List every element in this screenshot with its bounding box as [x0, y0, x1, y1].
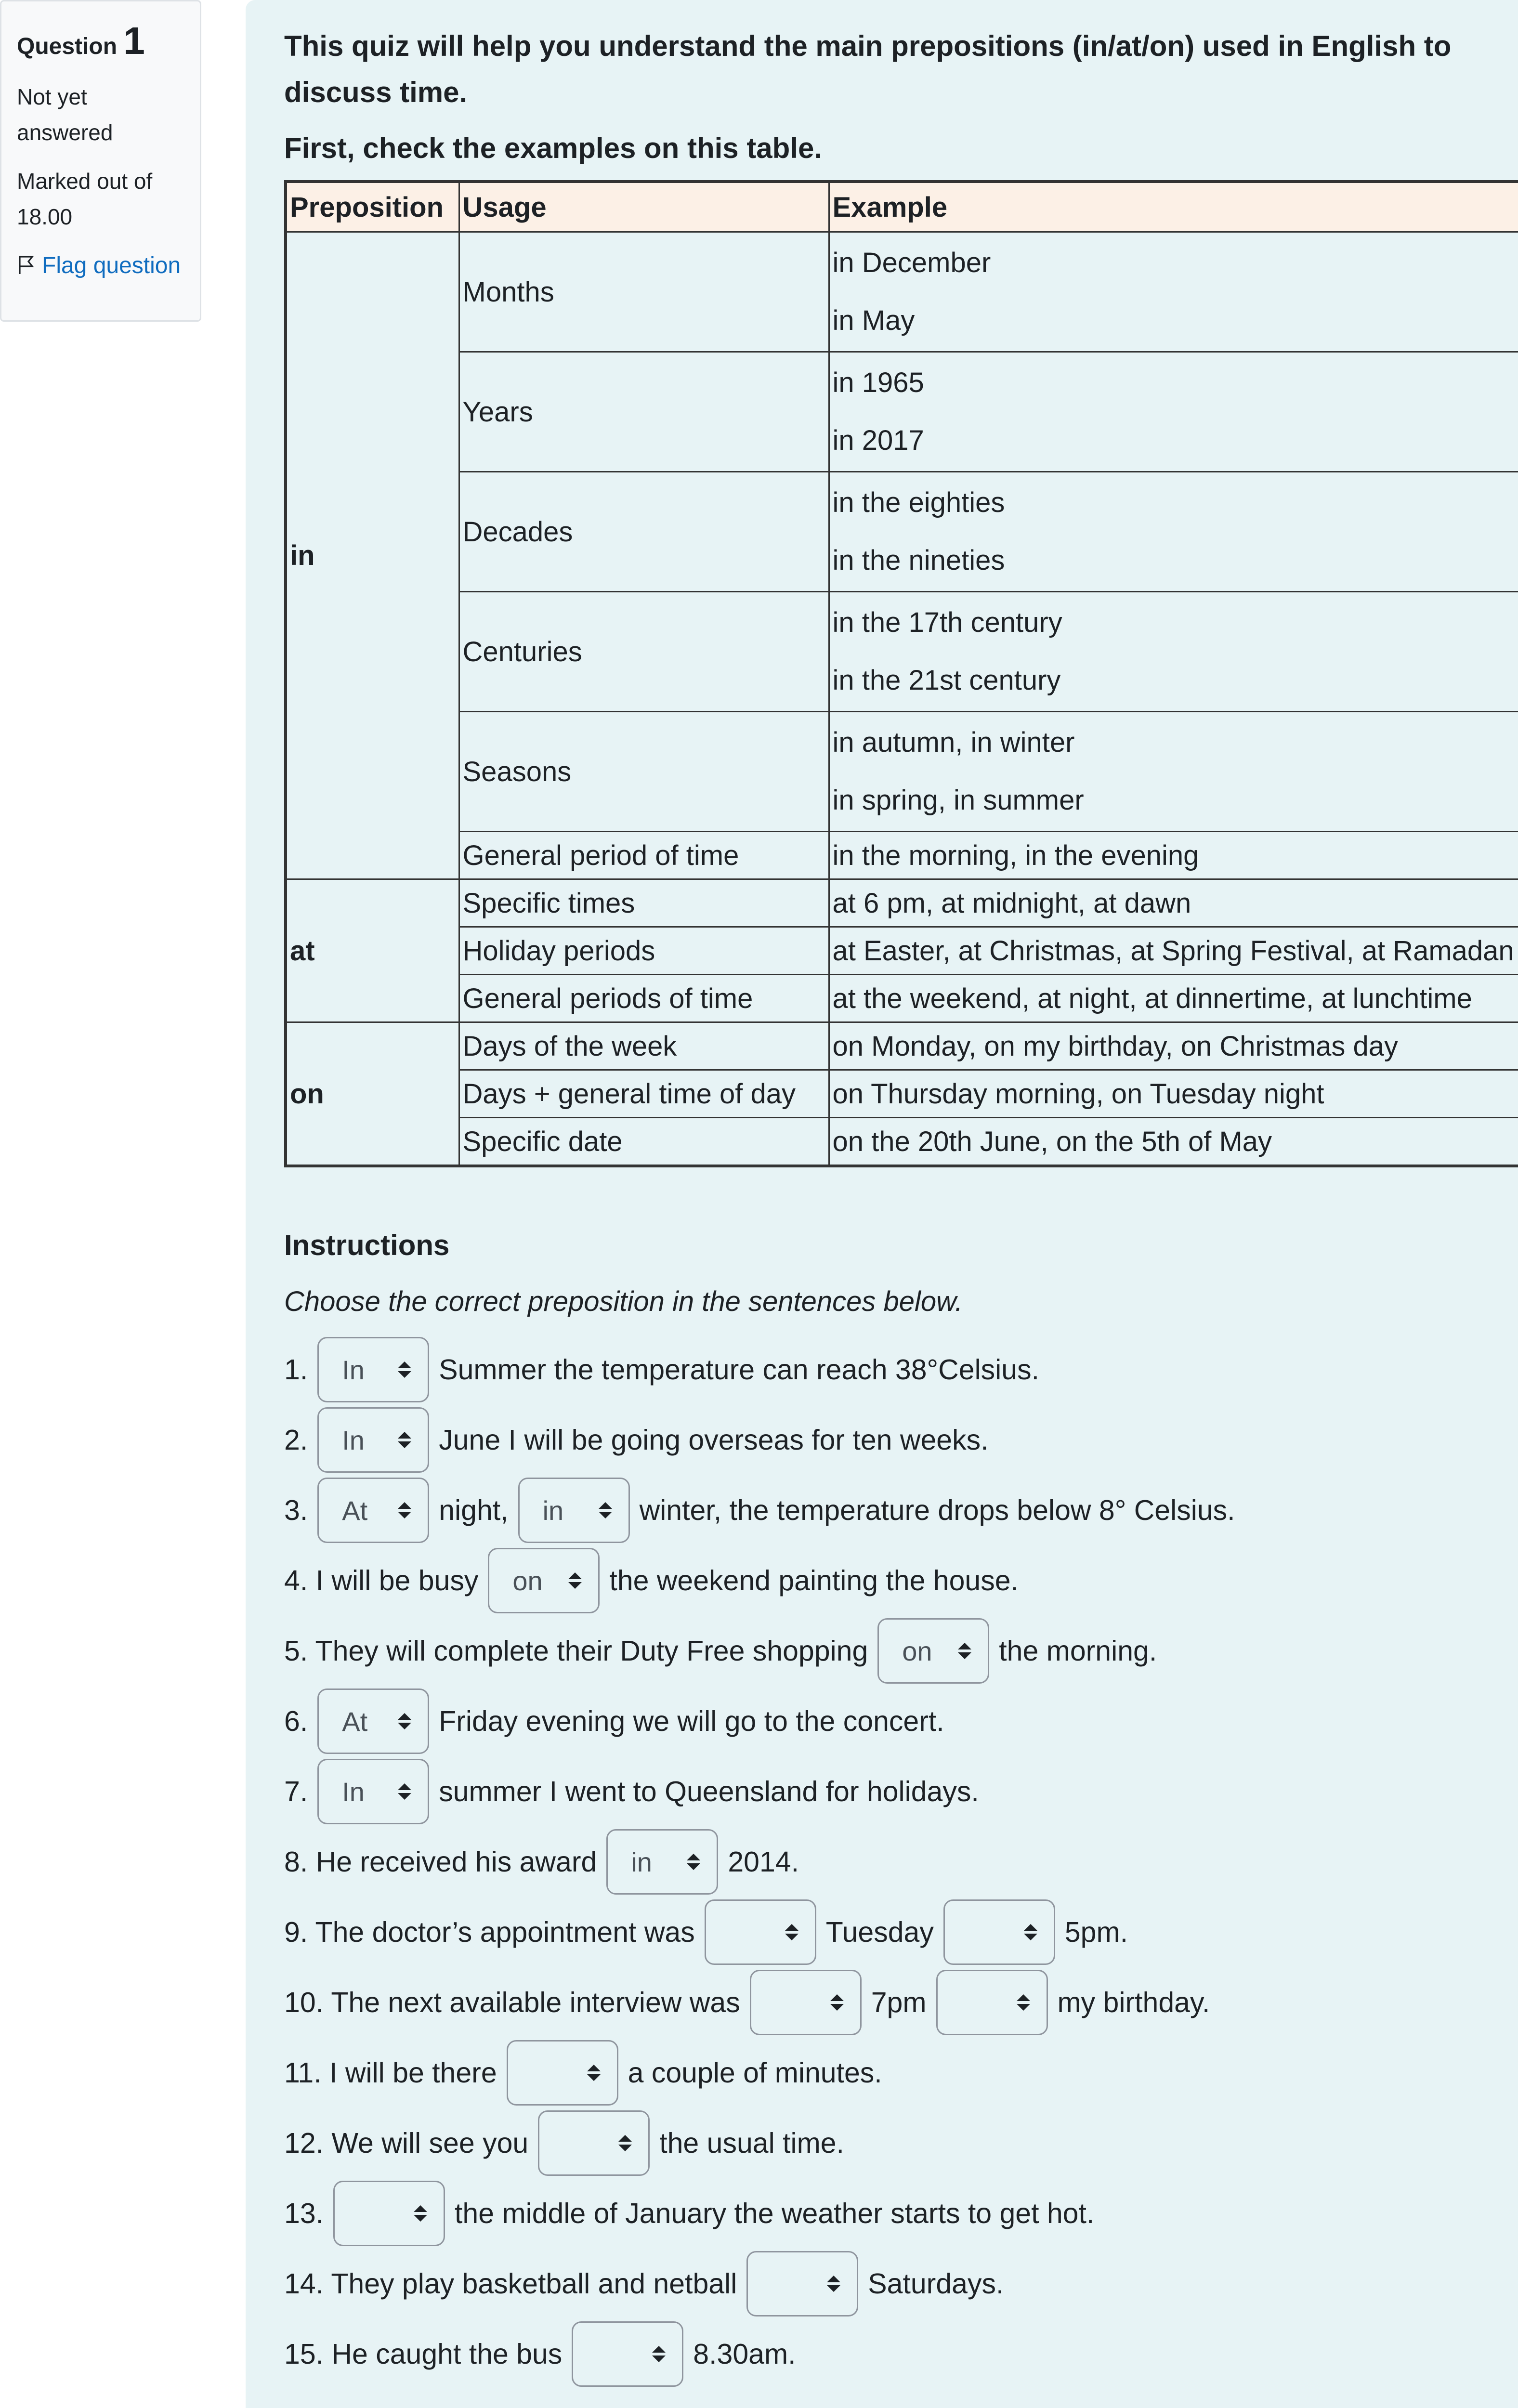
example-text: in spring, in summer	[832, 785, 1084, 816]
preposition-cell: in	[286, 232, 459, 879]
example-cell	[829, 879, 1518, 927]
sentence-text: 7.	[284, 1776, 308, 1808]
flag-icon	[17, 255, 36, 275]
sort-caret-icon	[398, 1713, 411, 1729]
example-text: in autumn, in winter	[832, 727, 1075, 758]
example-text: in the morning, in the evening	[832, 839, 1199, 871]
table-row	[286, 879, 1518, 927]
intro-text: This quiz will help you understand the main prepositions (in/at/on) used in English to discuss time.	[284, 30, 1452, 108]
table-row	[286, 832, 1518, 879]
flag-question-link[interactable]	[17, 248, 184, 284]
example-text: in 1965	[832, 367, 924, 398]
usage-cell: Months	[459, 232, 829, 352]
preposition-cell: on	[286, 1022, 459, 1166]
sentence-text: the weekend painting the house.	[609, 1565, 1019, 1597]
sentence-text: 5pm.	[1064, 1916, 1128, 1949]
sentence-3	[284, 1475, 1507, 1545]
example-cell	[829, 975, 1518, 1022]
sentence-15	[284, 2319, 1507, 2389]
sentence-9	[284, 1897, 1507, 1967]
sentence-text: 13.	[284, 2198, 324, 2230]
select-value: At	[342, 1706, 368, 1737]
example-cell	[829, 352, 1518, 472]
sentence-6	[284, 1686, 1507, 1756]
select-value: In	[342, 1776, 365, 1807]
column-header: Example	[829, 182, 1518, 232]
sort-caret-icon	[414, 2205, 427, 2222]
usage-cell: Decades	[459, 472, 829, 592]
preposition-select[interactable]	[317, 1688, 429, 1754]
example-text: in December	[832, 247, 991, 278]
question-content	[246, 0, 1518, 2408]
usage-cell: Specific date	[459, 1118, 829, 1166]
sentence-text: 11. I will be there	[284, 2057, 497, 2089]
sentence-text: night,	[439, 1494, 509, 1527]
example-text: at the weekend, at night, at dinnertime, at lunchtime	[832, 982, 1472, 1014]
sort-caret-icon	[785, 1924, 798, 1940]
preposition-select[interactable]	[936, 1970, 1048, 2035]
table-row	[286, 592, 1518, 712]
sort-caret-icon	[652, 2346, 666, 2362]
sentence-text: 12. We will see you	[284, 2127, 529, 2159]
example-text: in the 17th century	[832, 607, 1062, 638]
sort-caret-icon	[599, 1502, 612, 1518]
sentence-7	[284, 1756, 1507, 1827]
sentence-2	[284, 1405, 1507, 1475]
flag-question-label: Flag question	[42, 253, 181, 279]
sentence-text: the middle of January the weather starts to get hot.	[455, 2198, 1095, 2230]
sentence-8	[284, 1827, 1507, 1897]
sentence-13	[284, 2178, 1507, 2249]
preposition-select[interactable]	[507, 2040, 618, 2106]
sentence-text: 2.	[284, 1424, 308, 1456]
table-header-row	[286, 182, 1518, 232]
select-value: on	[902, 1636, 932, 1666]
intro-instruction: First, check the examples on this table.	[284, 132, 823, 164]
sentence-text: Saturdays.	[868, 2268, 1004, 2300]
sentence-text: 2014.	[728, 1846, 799, 1878]
table-row	[286, 1070, 1518, 1118]
sentence-text: my birthday.	[1057, 1987, 1210, 2019]
sentence-text: the usual time.	[659, 2127, 844, 2159]
sentence-11	[284, 2038, 1507, 2108]
preposition-select[interactable]	[538, 2110, 650, 2176]
sentence-list	[284, 1335, 1507, 2389]
sort-caret-icon	[827, 2276, 840, 2292]
sentence-text: 15. He caught the bus	[284, 2338, 563, 2370]
example-text: on Thursday morning, on Tuesday night	[832, 1078, 1324, 1110]
question-info-panel	[0, 0, 201, 322]
sentence-text: 5. They will complete their Duty Free shopping	[284, 1635, 868, 1667]
example-text: in 2017	[832, 425, 924, 456]
example-cell	[829, 1118, 1518, 1166]
preposition-select[interactable]	[606, 1829, 718, 1895]
sort-caret-icon	[618, 2135, 632, 2151]
example-text: at Easter, at Christmas, at Spring Festival, at Ramadan	[832, 935, 1514, 967]
sentence-text: 8.30am.	[693, 2338, 796, 2370]
sort-caret-icon	[398, 1361, 411, 1378]
preposition-select[interactable]	[943, 1899, 1055, 1965]
sentence-text: Tuesday	[825, 1916, 934, 1949]
select-value: In	[342, 1425, 365, 1455]
sentence-text: a couple of minutes.	[628, 2057, 882, 2089]
example-text: at 6 pm, at midnight, at dawn	[832, 887, 1191, 919]
sentence-12	[284, 2108, 1507, 2178]
preposition-select[interactable]	[750, 1970, 862, 2035]
example-text: on Monday, on my birthday, on Christmas day	[832, 1030, 1398, 1062]
sentence-text: the morning.	[999, 1635, 1157, 1667]
instructions-title: Instructions	[284, 1229, 450, 1261]
preposition-select[interactable]	[518, 1478, 630, 1543]
column-header: Usage	[459, 182, 829, 232]
table-row	[286, 927, 1518, 975]
question-label: Question	[17, 34, 118, 59]
preposition-select[interactable]	[877, 1618, 989, 1684]
column-header: Preposition	[286, 182, 459, 232]
preposition-select[interactable]	[746, 2251, 858, 2316]
sort-caret-icon	[958, 1643, 971, 1659]
sentence-text: 14. They play basketball and netball	[284, 2268, 737, 2300]
usage-cell: Seasons	[459, 712, 829, 832]
example-cell	[829, 832, 1518, 879]
sentence-1	[284, 1335, 1507, 1405]
preposition-select[interactable]	[705, 1899, 816, 1965]
usage-cell: Centuries	[459, 592, 829, 712]
example-cell	[829, 1022, 1518, 1070]
preposition-select[interactable]	[317, 1478, 429, 1543]
example-cell	[829, 472, 1518, 592]
sort-caret-icon	[568, 1572, 582, 1589]
usage-cell: Years	[459, 352, 829, 472]
usage-cell: Days + general time of day	[459, 1070, 829, 1118]
example-cell	[829, 592, 1518, 712]
sentence-text: June I will be going overseas for ten weeks.	[439, 1424, 989, 1456]
example-cell	[829, 712, 1518, 832]
sentence-text: 1.	[284, 1354, 308, 1386]
sentence-text: 9. The doctor’s appointment was	[284, 1916, 695, 1949]
preposition-select[interactable]	[317, 1759, 429, 1824]
preposition-select[interactable]	[317, 1407, 429, 1473]
sentence-text: winter, the temperature drops below 8° Celsius.	[639, 1494, 1235, 1527]
sentence-text: 7pm	[871, 1987, 927, 2019]
sentence-text: Friday evening we will go to the concert.	[439, 1705, 944, 1738]
sort-caret-icon	[1024, 1924, 1037, 1940]
table-row	[286, 232, 1518, 352]
table-row	[286, 1118, 1518, 1166]
sort-caret-icon	[398, 1783, 411, 1800]
sort-caret-icon	[587, 2065, 601, 2081]
question-number-value: 1	[123, 19, 145, 62]
sentence-text: Summer the temperature can reach 38°Celsius.	[439, 1354, 1039, 1386]
usage-cell: Days of the week	[459, 1022, 829, 1070]
example-text: in the eighties	[832, 487, 1005, 518]
select-value: on	[512, 1565, 543, 1596]
preposition-select[interactable]	[572, 2321, 683, 2387]
sentence-text: 6.	[284, 1705, 308, 1738]
table-row	[286, 352, 1518, 472]
sentence-text: 8. He received his award	[284, 1846, 597, 1878]
sentence-text: 4. I will be busy	[284, 1565, 479, 1597]
question-marks: Marked out of 18.00	[17, 169, 153, 229]
usage-cell: General periods of time	[459, 975, 829, 1022]
sentence-4	[284, 1545, 1507, 1616]
instructions-text: Choose the correct preposition in the sentences below.	[284, 1286, 963, 1317]
sentence-text: 10. The next available interview was	[284, 1987, 740, 2019]
usage-cell: Specific times	[459, 879, 829, 927]
sentence-5	[284, 1616, 1507, 1686]
question-status: Not yet answered	[17, 84, 113, 145]
select-value: In	[342, 1354, 365, 1385]
example-text: in the nineties	[832, 545, 1005, 576]
sentence-text: summer I went to Queensland for holidays.	[439, 1776, 979, 1808]
example-cell	[829, 927, 1518, 975]
sort-caret-icon	[687, 1854, 700, 1870]
preposition-select[interactable]	[488, 1548, 600, 1613]
question-number	[17, 14, 184, 68]
usage-cell: Holiday periods	[459, 927, 829, 975]
preposition-cell: at	[286, 879, 459, 1022]
sentence-text: 3.	[284, 1494, 308, 1527]
prepositions-table	[284, 180, 1518, 1167]
example-text: in the 21st century	[832, 665, 1061, 696]
example-cell	[829, 1070, 1518, 1118]
sentence-10	[284, 1967, 1507, 2038]
table-row	[286, 1022, 1518, 1070]
select-value: At	[342, 1495, 368, 1526]
select-value: in	[542, 1495, 564, 1526]
example-cell	[829, 232, 1518, 352]
sentence-14	[284, 2249, 1507, 2319]
example-text: on the 20th June, on the 5th of May	[832, 1125, 1272, 1157]
sort-caret-icon	[1017, 1994, 1030, 2011]
select-value: in	[631, 1846, 652, 1877]
table-row	[286, 712, 1518, 832]
sort-caret-icon	[398, 1432, 411, 1448]
usage-cell: General period of time	[459, 832, 829, 879]
table-row	[286, 975, 1518, 1022]
table-row	[286, 472, 1518, 592]
sort-caret-icon	[398, 1502, 411, 1518]
preposition-select[interactable]	[333, 2181, 445, 2246]
example-text: in May	[832, 305, 915, 336]
preposition-select[interactable]	[317, 1337, 429, 1402]
sort-caret-icon	[830, 1994, 844, 2011]
